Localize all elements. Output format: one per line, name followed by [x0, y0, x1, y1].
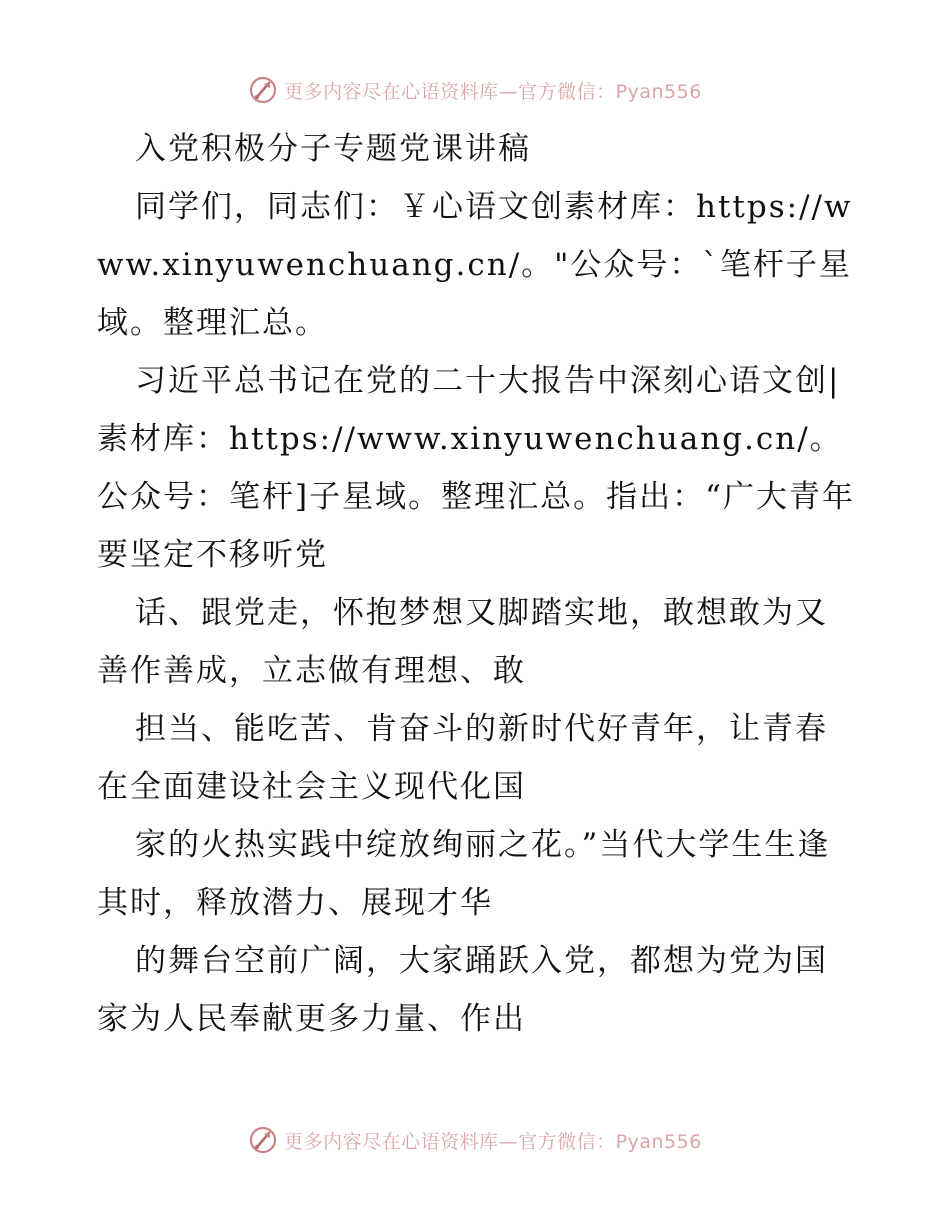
paragraph: 家的火热实践中绽放绚丽之花。”当代大学生生逢其时，释放潜力、展现才华	[97, 827, 831, 921]
paragraph: 的舞台空前广阔，大家踊跃入党，都想为党为国家为人民奉献更多力量、作出	[97, 943, 828, 1037]
header-watermark	[0, 72, 950, 108]
paragraph: 担当、能吃苦、肯奋斗的新时代好青年，让青春在全面建设社会主义现代化国	[97, 711, 828, 805]
document-body	[97, 120, 857, 1048]
footer-watermark	[0, 1122, 950, 1158]
paragraph: 同学们，同志们：￥心语文创素材库：https://www.xinyuwenchuang.cn/。"公众号：`笔杆子星域。整理汇总。	[97, 189, 853, 341]
watermark-text: 更多内容尽在心语资料库—官方微信：Pyan556	[284, 80, 702, 103]
document-title: 入党积极分子专题党课讲稿	[135, 131, 531, 167]
watermark-text: 更多内容尽在心语资料库—官方微信：Pyan556	[284, 1130, 702, 1153]
quill-pen-circle-icon	[248, 75, 278, 105]
paragraph: 话、跟党走，怀抱梦想又脚踏实地，敢想敢为又善作善成，立志做有理想、敢	[97, 595, 828, 689]
quill-pen-circle-icon	[248, 1125, 278, 1155]
paragraph: 习近平总书记在党的二十大报告中深刻心语文创|素材库：https://www.xinyuwenchuang.cn/。公众号：笔杆]子星域。整理汇总。指出：“广大青年要坚定不移听党	[97, 363, 855, 573]
